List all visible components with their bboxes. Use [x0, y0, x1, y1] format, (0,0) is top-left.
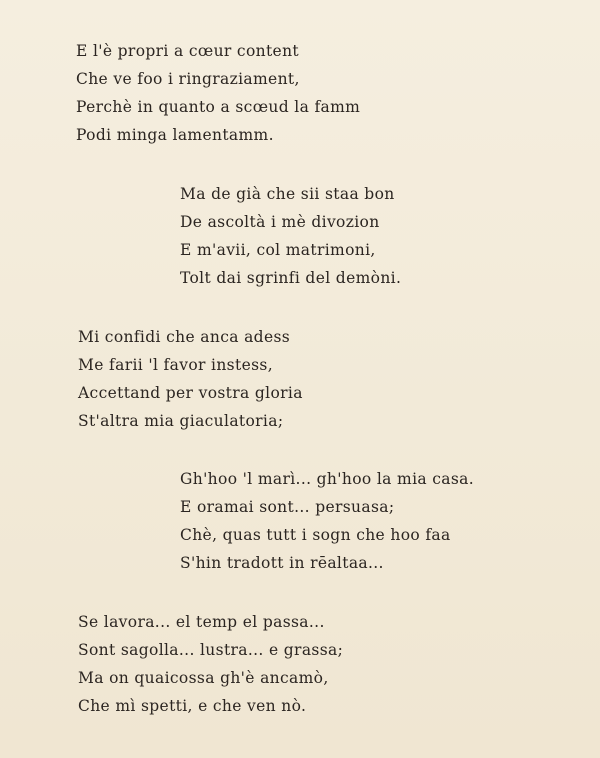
verse-line: Podi minga lamentamm. [76, 126, 274, 144]
verse-line: Se lavora... el temp el passa... [78, 613, 325, 631]
stanza-3 [78, 323, 303, 435]
verse-line: Ma on quaicossa gh'è ancamò, [78, 669, 329, 687]
verse-line: E m'avii, col matrimoni, [180, 241, 376, 259]
verse-line: De ascoltà i mè divozion [180, 213, 380, 231]
verse-line: S'hin tradott in rēaltaa... [180, 554, 384, 572]
verse-line: Che ve foo i ringraziament, [76, 70, 300, 88]
verse-line: Sont sagolla... lustra... e grassa; [78, 641, 344, 659]
verse-line: Chè, quas tutt i sogn che hoo faa [180, 526, 451, 544]
verse-line: Tolt dai sgrinfi del demòni. [180, 269, 402, 287]
verse-line: Ma de già che sii staa bon [180, 185, 395, 203]
verse-line: Accettand per vostra gloria [78, 384, 303, 402]
verse-line: Gh'hoo 'l marì... gh'hoo la mia casa. [180, 470, 475, 488]
verse-line: Mi confidi che anca adess [78, 328, 291, 346]
verse-line: Che mì spetti, e che ven nò. [78, 697, 307, 715]
verse-line: Perchè in quanto a scœud la famm [76, 98, 361, 116]
stanza-5 [78, 608, 343, 720]
verse-line: Me farii 'l favor instess, [78, 356, 273, 374]
stanza-1 [76, 37, 360, 149]
verse-line: E l'è propri a cœur content [76, 42, 299, 60]
verse-line: E oramai sont... persuasa; [180, 498, 395, 516]
verse-line: St'altra mia giaculatoria; [78, 412, 284, 430]
stanza-4 [180, 465, 474, 577]
stanza-2 [180, 180, 401, 292]
